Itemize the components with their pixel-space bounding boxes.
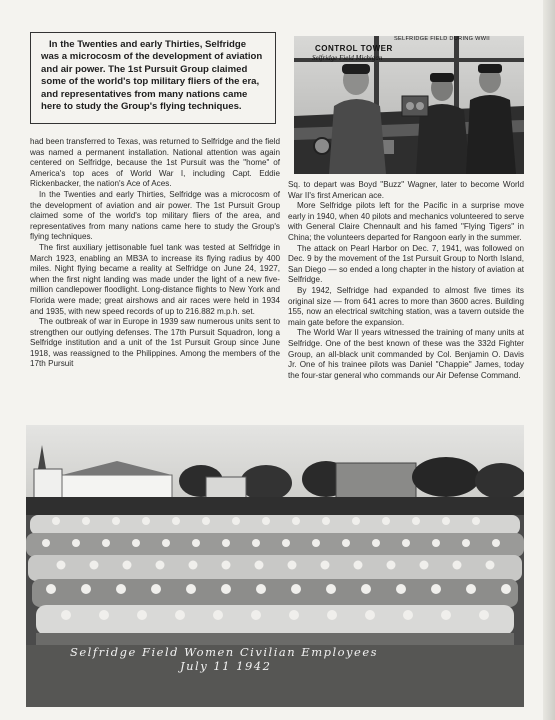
control-tower-sign: CONTROL TOWER xyxy=(315,44,393,53)
paragraph: By 1942, Selfridge had expanded to almost five times its original size — from 641 acres to more than 3600 acres. Building 155, now an electrical switching station, was a tavern outside the main gate before the expansion. xyxy=(288,285,524,327)
paragraph: had been transferred to Texas, was returned to Selfridge and the field was named a permanent installation. National attention was again centered on Selfridge, because the 1st Pursuit was the "home" of America's top aces of World War I, including Capt. Eddie Rickenbacker, the nation's Ace of Aces. xyxy=(30,137,280,189)
paragraph: In the Twenties and early Thirties, Selfridge was a microcosm of the development of aviation and air power. The 1st Pursuit Group claimed some of the world's top military fliers of the area, and representatives from many nations came here to study the Group's flying techniques. xyxy=(30,189,280,242)
paragraph: The attack on Pearl Harbor on Dec. 7, 1941, was followed on Dec. 9 by the movement of the 1st Pursuit Group to North Island, San Diego — so ended a long chapter in the history of aviation at Selfridge. xyxy=(288,243,524,285)
paragraph: More Selfridge pilots left for the Pacific in a surprise move early in 1940, when 40 pilots and mechanics volunteered to serve with General Claire Chennault and his famed "Flying Tigers" in China; the volunteers departed for Rangoon early in the summer. xyxy=(288,201,524,242)
caption-date: July 11 1942 xyxy=(180,659,272,673)
caption-title: Selfridge Field Women Civilian Employees xyxy=(70,645,379,659)
pull-quote: In the Twenties and early Thirties, Selfridge was a microcosm of the development of aviation and air power. The 1st Pursuit Group claimed some of the world's top military fliers of the era, and representatives from many nations came here to study the Group's flying techniques. xyxy=(30,32,276,124)
paragraph: Sq. to depart was Boyd "Buzz" Wagner, later to become World War II's first American ace. xyxy=(288,180,524,200)
paragraph: The outbreak of war in Europe in 1939 saw numerous units sent to strengthen our outlying defenses. The 17th Pursuit Squadron, long a Selfridge institution and a unit of the 1st Pursuit Group since June 1918, was reassigned to the Philippines. Among the members of the 17th Pursuit xyxy=(30,317,280,369)
paragraph: The World War II years witnessed the training of many units at Selfridge. One of the best known of these was the 332d Fighter Group, an all-black unit commanded by Col. Benjamin O. Davis Jr. One of his trainee pilots was Daniel "Chappie" James, today the four-star general who commands our Air Defense Command. xyxy=(288,328,524,380)
left-column xyxy=(30,137,280,370)
right-column xyxy=(288,180,524,381)
group-photo-caption xyxy=(70,645,450,673)
top-photo-caption: SELFRIDGE FIELD DURING WWII xyxy=(393,36,491,42)
control-tower-sign-subtitle: Selfridge Field Michigan xyxy=(312,54,383,62)
page-edge xyxy=(543,0,555,720)
paragraph: The first auxiliary jettisonable fuel tank was tested at Selfridge in March 1923, enabling an MB3A to increase its flying radius by 400 miles. Night flying became a reality at Selfridge on June 24, 1927, when the first night landing was made under the light of a new five-million candlepower floodlight. Long-distance flights to New York and Florida were made; great airshows and air races were held in 1934 and 1935, with new speed records of up to 216.882 m.p.h. set. xyxy=(30,242,280,316)
